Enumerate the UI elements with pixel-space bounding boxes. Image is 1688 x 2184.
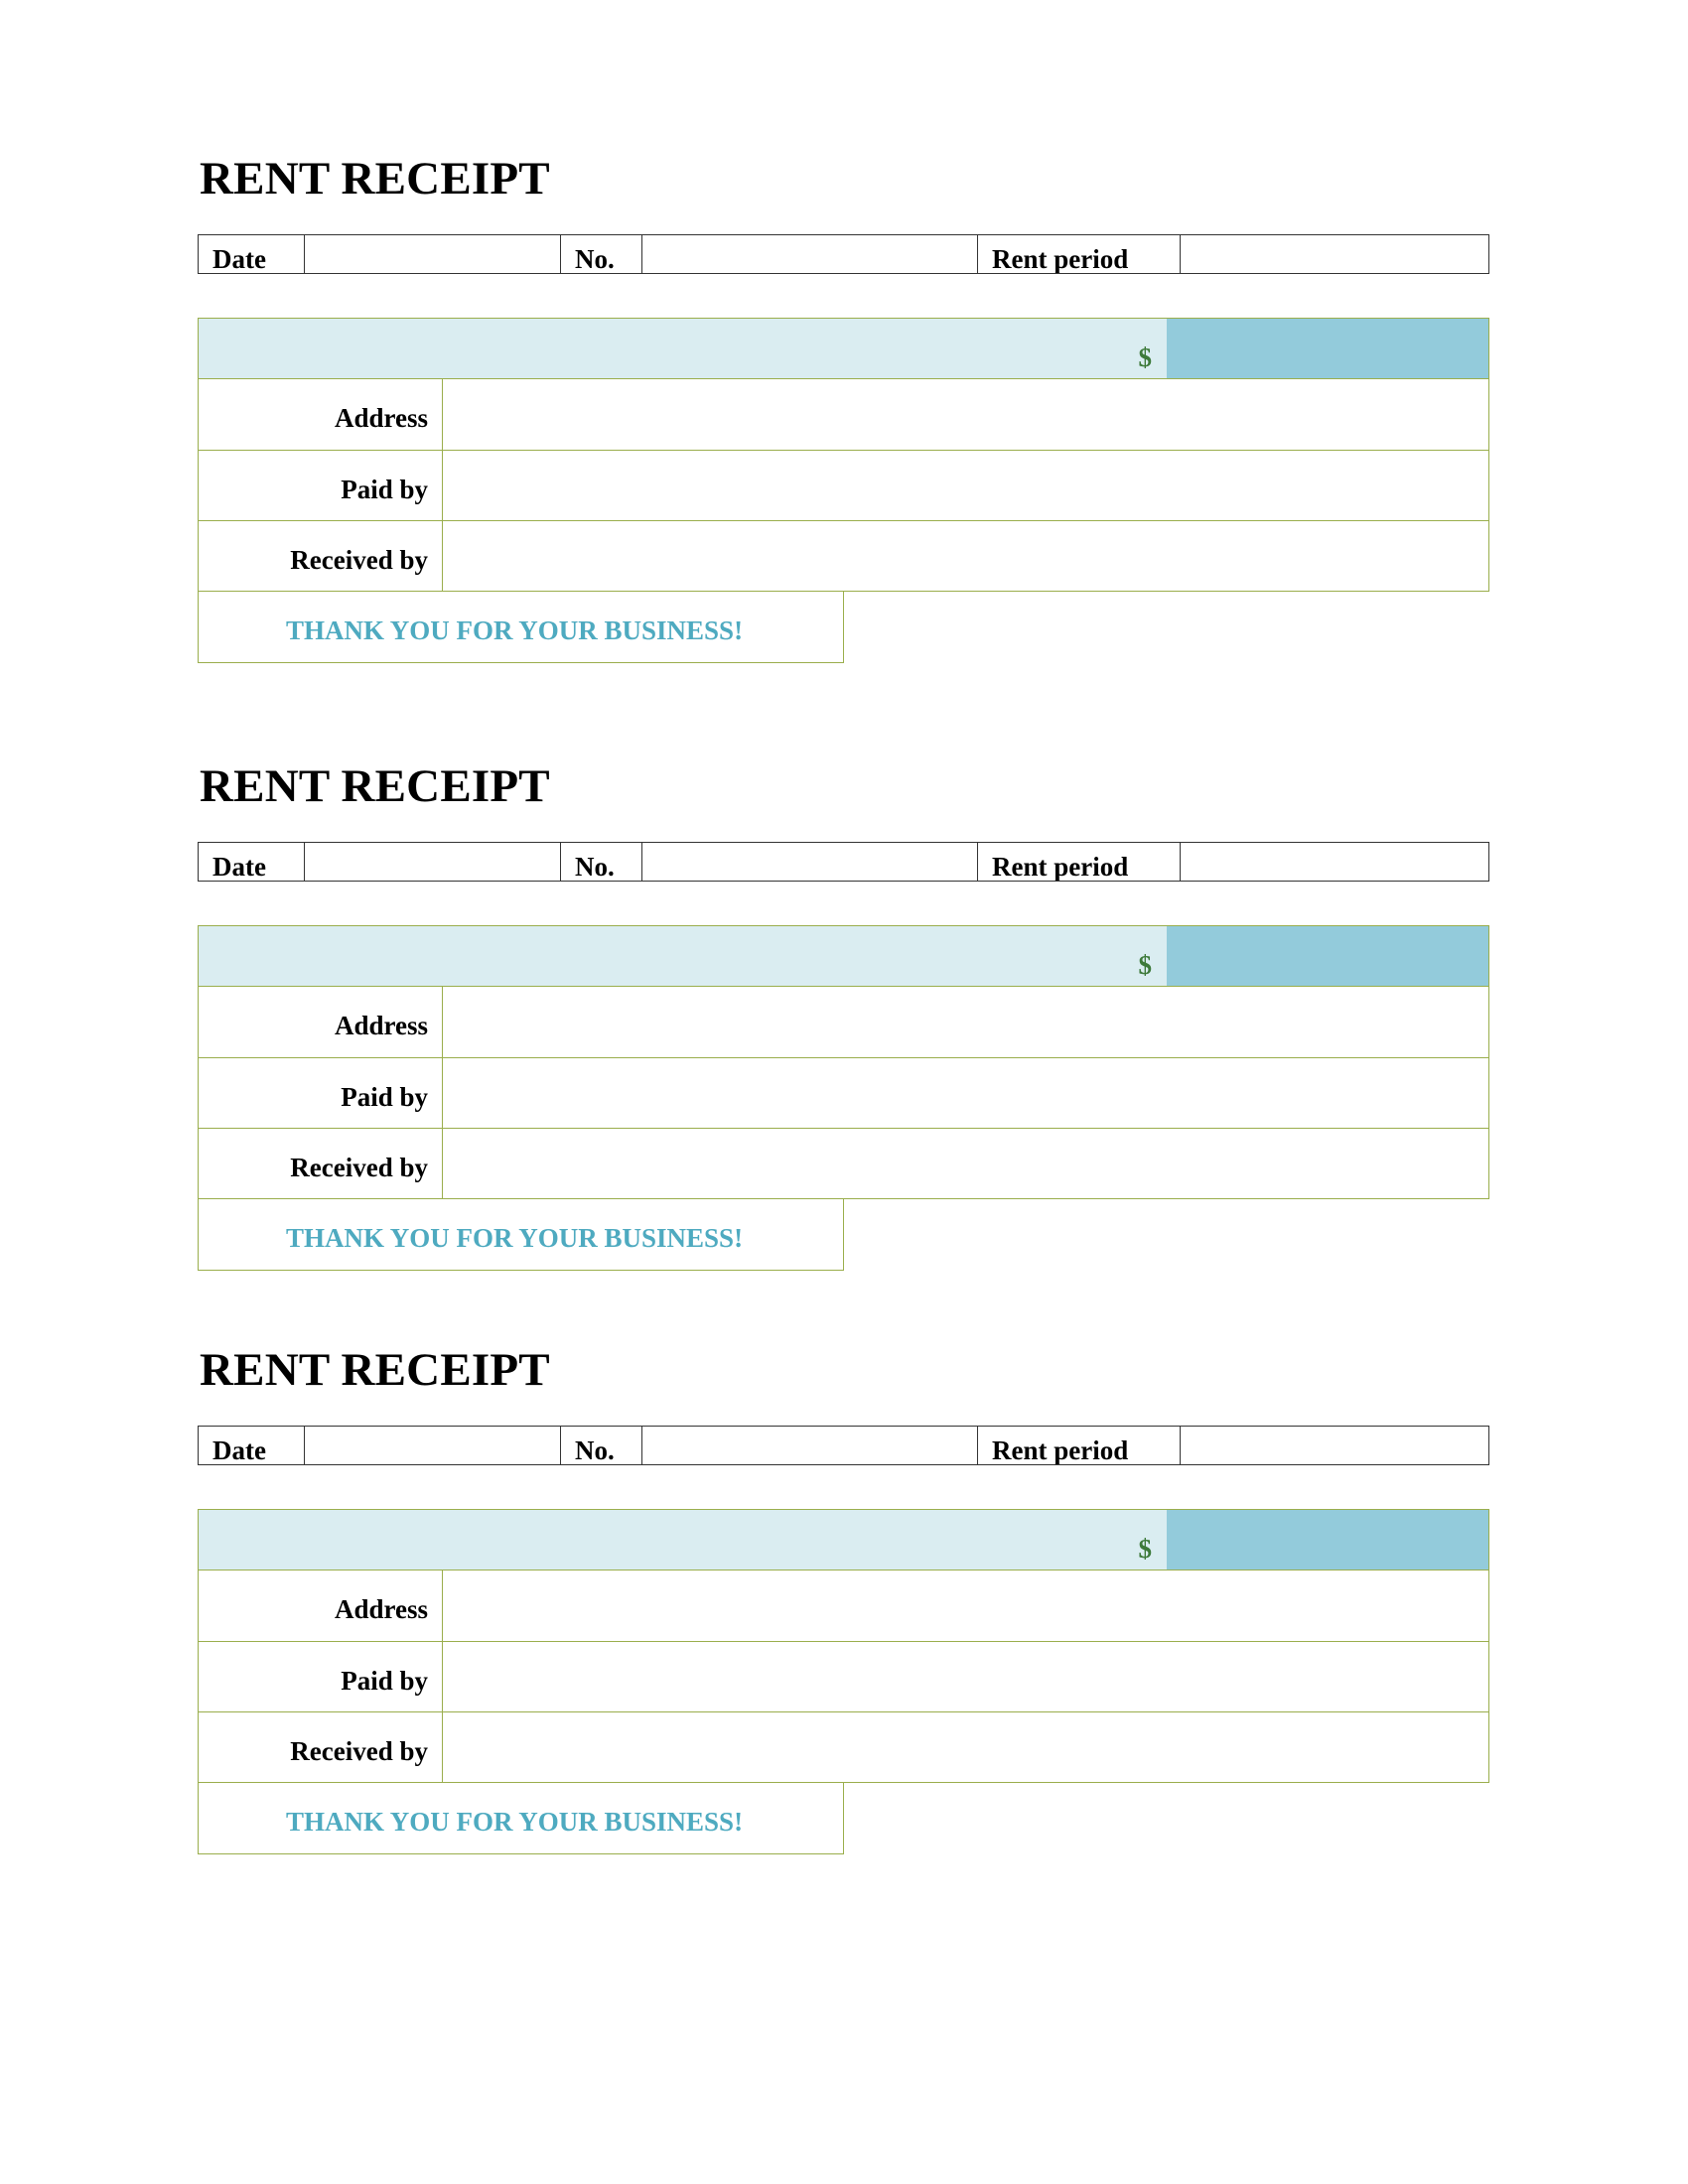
date-label: Date (199, 843, 305, 881)
paid-by-row (199, 451, 1488, 522)
amount-row (199, 926, 1488, 987)
date-field[interactable] (305, 843, 561, 881)
receipt-title: RENT RECEIPT (200, 760, 550, 812)
receipt-meta-row (198, 842, 1489, 882)
amount-field[interactable] (1167, 319, 1488, 378)
currency-symbol: $ (199, 1510, 1167, 1570)
received-by-row (199, 1712, 1488, 1782)
number-field[interactable] (642, 843, 978, 881)
address-label: Address (199, 987, 443, 1057)
amount-row (199, 319, 1488, 379)
paid-by-label: Paid by (199, 1058, 443, 1129)
currency-symbol: $ (199, 926, 1167, 986)
rent-period-label: Rent period (978, 235, 1181, 273)
date-field[interactable] (305, 1427, 561, 1464)
number-label: No. (561, 1427, 642, 1464)
address-row (199, 379, 1488, 451)
rent-period-field[interactable] (1181, 1427, 1488, 1464)
paid-by-label: Paid by (199, 451, 443, 521)
paid-by-field[interactable] (443, 451, 1488, 521)
address-label: Address (199, 1570, 443, 1641)
paid-by-field[interactable] (443, 1058, 1488, 1129)
date-label: Date (199, 1427, 305, 1464)
received-by-label: Received by (199, 1712, 443, 1782)
address-field[interactable] (443, 379, 1488, 450)
address-field[interactable] (443, 987, 1488, 1057)
address-label: Address (199, 379, 443, 450)
rent-period-field[interactable] (1181, 843, 1488, 881)
date-field[interactable] (305, 235, 561, 273)
thank-you-message: THANK YOU FOR YOUR BUSINESS! (198, 1199, 844, 1271)
amount-field[interactable] (1167, 926, 1488, 986)
address-field[interactable] (443, 1570, 1488, 1641)
currency-symbol: $ (199, 319, 1167, 378)
receipt-title: RENT RECEIPT (200, 1344, 550, 1396)
received-by-field[interactable] (443, 1129, 1488, 1198)
receipt-meta-row (198, 1426, 1489, 1465)
received-by-field[interactable] (443, 521, 1488, 591)
rent-period-label: Rent period (978, 843, 1181, 881)
receipt-details-table (198, 925, 1489, 1199)
number-label: No. (561, 235, 642, 273)
address-row (199, 1570, 1488, 1642)
receipt-title: RENT RECEIPT (200, 153, 550, 205)
thank-you-message: THANK YOU FOR YOUR BUSINESS! (198, 1783, 844, 1854)
amount-field[interactable] (1167, 1510, 1488, 1570)
received-by-field[interactable] (443, 1712, 1488, 1782)
rent-period-label: Rent period (978, 1427, 1181, 1464)
number-label: No. (561, 843, 642, 881)
received-by-label: Received by (199, 521, 443, 591)
number-field[interactable] (642, 1427, 978, 1464)
received-by-label: Received by (199, 1129, 443, 1198)
address-row (199, 987, 1488, 1058)
receipt-meta-row (198, 234, 1489, 274)
received-by-row (199, 1129, 1488, 1198)
date-label: Date (199, 235, 305, 273)
received-by-row (199, 521, 1488, 591)
receipt-details-table (198, 1509, 1489, 1783)
thank-you-message: THANK YOU FOR YOUR BUSINESS! (198, 592, 844, 663)
number-field[interactable] (642, 235, 978, 273)
paid-by-label: Paid by (199, 1642, 443, 1712)
paid-by-field[interactable] (443, 1642, 1488, 1712)
paid-by-row (199, 1058, 1488, 1130)
receipt-details-table (198, 318, 1489, 592)
paid-by-row (199, 1642, 1488, 1713)
amount-row (199, 1510, 1488, 1570)
rent-period-field[interactable] (1181, 235, 1488, 273)
